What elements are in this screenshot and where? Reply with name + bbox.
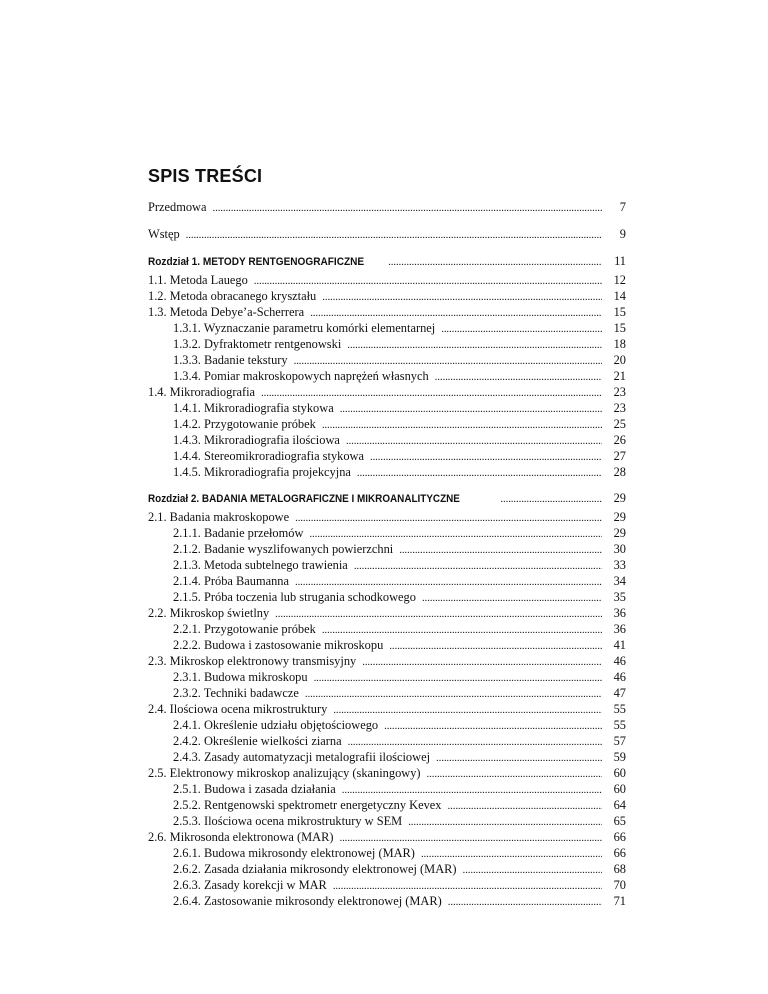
toc-entry-label: 2.4.2. Określenie wielkości ziarna [173, 734, 342, 748]
toc-subentry [148, 718, 626, 734]
toc-leader-dots [354, 558, 602, 573]
toc-subentry [148, 417, 626, 433]
toc-entry-page: 66 [613, 830, 626, 844]
toc-subentry [148, 542, 626, 558]
toc-entry-label: 1.3. Metoda Debye’a-Scherrera [148, 305, 305, 319]
toc-entry-label: 2.6.4. Zastosowanie mikrosondy elektronowej (MAR) [173, 894, 442, 908]
toc-entry-page: 46 [613, 670, 626, 684]
toc-entry-page: 26 [613, 433, 626, 447]
toc-subentry [148, 433, 626, 449]
toc-entry-page: 20 [613, 353, 626, 367]
toc-leader-dots [340, 401, 602, 416]
toc-leader-dots [275, 606, 602, 621]
toc-entry-label: 2.4. Ilościowa ocena mikrostruktury [148, 702, 328, 716]
toc-entry-label: 2.4.1. Określenie udziału objętościowego [173, 718, 379, 732]
toc-entry-label: 1.3.3. Badanie tekstury [173, 353, 288, 367]
toc-entry [148, 305, 626, 321]
toc-subentry [148, 449, 626, 465]
toc-leader-dots [436, 750, 602, 765]
toc-entry-page: 33 [613, 558, 626, 572]
toc-leader-dots [448, 894, 602, 909]
toc-entry-page: 60 [613, 782, 626, 796]
toc-leader-dots [261, 385, 602, 400]
toc-subentry [148, 814, 626, 830]
toc-leader-dots [333, 878, 602, 893]
toc-leader-dots [435, 369, 602, 384]
toc-leader-dots [213, 200, 603, 215]
toc-leader-dots [295, 574, 602, 589]
toc-entry-label: 2.1. Badania makroskopowe [148, 510, 290, 524]
toc-leader-dots [322, 289, 602, 304]
toc-leader-dots [322, 417, 602, 432]
toc-leader-dots [322, 622, 602, 637]
toc-entry-page: 23 [613, 385, 626, 399]
toc-entry-label: 2.2.1. Przygotowanie próbek [173, 622, 316, 636]
toc-leader-dots [186, 227, 602, 242]
toc-entry-label: 2.5. Elektronowy mikroskop analizujący (skaningowy) [148, 766, 421, 780]
toc-leader-dots [309, 526, 602, 541]
toc-leader-dots [347, 337, 602, 352]
toc-leader-dots [422, 590, 602, 605]
toc-subentry [148, 798, 626, 814]
toc-entry [148, 510, 626, 526]
toc-entry [148, 273, 626, 289]
toc-entry-page: 59 [613, 750, 626, 764]
toc-entry-page: 36 [613, 622, 626, 636]
toc-subentry [148, 401, 626, 417]
toc-entry-page: 55 [613, 718, 626, 732]
toc-leader-dots [357, 465, 602, 480]
toc-subentry [148, 558, 626, 574]
toc-leader-dots [333, 702, 602, 717]
toc-leader-dots [295, 510, 602, 525]
toc-subentry [148, 590, 626, 606]
toc-entry-page: 47 [613, 686, 626, 700]
toc-entry-page: 66 [613, 846, 626, 860]
toc-subentry [148, 638, 626, 654]
toc-entry-page: 25 [613, 417, 626, 431]
toc-chapter-1 [148, 254, 626, 270]
toc-entry-page: 11 [614, 254, 626, 268]
toc-entry-page: 34 [613, 574, 626, 588]
toc-entry-page: 12 [613, 273, 626, 287]
toc-subentry [148, 686, 626, 702]
toc-entry [148, 289, 626, 305]
toc-entry-label: 2.5.1. Budowa i zasada działania [173, 782, 336, 796]
toc-entry-page: 46 [613, 654, 626, 668]
toc-subentry [148, 670, 626, 686]
toc-entry-page: 29 [613, 510, 626, 524]
toc-leader-dots [500, 491, 602, 506]
toc-entry [148, 606, 626, 622]
toc-subentry [148, 894, 626, 910]
toc-leader-dots [399, 542, 602, 557]
toc-entry-page: 27 [613, 449, 626, 463]
toc-entry-page: 68 [613, 862, 626, 876]
toc-entry [148, 385, 626, 401]
toc-entry-page: 29 [613, 526, 626, 540]
toc-entry-label: Wstęp [148, 227, 180, 241]
toc-entry-label: 1.4.4. Stereomikroradiografia stykowa [173, 449, 364, 463]
toc-entry-page: 36 [613, 606, 626, 620]
toc-entry-label: 1.4. Mikroradiografia [148, 385, 256, 399]
toc-entry-preface [148, 200, 626, 216]
toc-entry-page: 28 [613, 465, 626, 479]
toc-entry-label: 1.4.1. Mikroradiografia stykowa [173, 401, 334, 415]
toc-leader-dots [463, 862, 602, 877]
toc-leader-dots [408, 814, 602, 829]
toc-entry-page: 15 [613, 321, 626, 335]
toc-entry-label: 1.4.5. Mikroradiografia projekcyjna [173, 465, 351, 479]
toc-entry-label: 1.2. Metoda obracanego kryształu [148, 289, 317, 303]
toc-entry-label: 2.2.2. Budowa i zastosowanie mikroskopu [173, 638, 384, 652]
toc-entry-page: 64 [613, 798, 626, 812]
toc-entry-label: 2.6.3. Zasady korekcji w MAR [173, 878, 327, 892]
toc-leader-dots [384, 718, 602, 733]
toc-subentry [148, 782, 626, 798]
toc-leader-dots [388, 254, 602, 269]
toc-entry-label: 2.3.2. Techniki badawcze [173, 686, 299, 700]
toc-entry-page: 71 [613, 894, 626, 908]
toc-subentry [148, 321, 626, 337]
toc-entry-label: 1.4.3. Mikroradiografia ilościowa [173, 433, 340, 447]
toc-entry-label: 2.6.2. Zasada działania mikrosondy elektronowej (MAR) [173, 862, 457, 876]
toc-entry-label: 2.6.1. Budowa mikrosondy elektronowej (MAR) [173, 846, 415, 860]
toc-chapter-label: Rozdział 1. METODY RENTGENOGRAFICZNE [148, 256, 365, 268]
toc-entry-label: 2.1.3. Metoda subtelnego trawienia [173, 558, 348, 572]
toc-subentry [148, 750, 626, 766]
toc-subentry [148, 526, 626, 542]
toc-leader-dots [441, 321, 602, 336]
toc-subentry [148, 353, 626, 369]
toc-entry-label: 1.3.2. Dyfraktometr rentgenowski [173, 337, 342, 351]
toc-subentry [148, 846, 626, 862]
page-title: SPIS TREŚCI [148, 166, 263, 186]
toc-entry-page: 9 [619, 227, 626, 241]
toc-entry [148, 654, 626, 670]
toc-entry-label: 2.3.1. Budowa mikroskopu [173, 670, 308, 684]
toc-leader-dots [342, 782, 602, 797]
toc-chapter-label: Rozdział 2. BADANIA METALOGRAFICZNE I MIKROANALITYCZNE [148, 493, 460, 505]
toc-leader-dots [427, 766, 602, 781]
toc-entry-page: 15 [613, 305, 626, 319]
toc-entry-label: 2.5.2. Rentgenowski spektrometr energetyczny Kevex [173, 798, 442, 812]
toc-leader-dots [348, 734, 602, 749]
toc-leader-dots [305, 686, 602, 701]
toc-chapter-2 [148, 491, 626, 507]
toc-entry-page: 57 [613, 734, 626, 748]
toc-entry-page: 70 [613, 878, 626, 892]
toc-entry-label: 2.1.2. Badanie wyszlifowanych powierzchni [173, 542, 394, 556]
toc-leader-dots [310, 305, 602, 320]
toc-leader-dots [389, 638, 602, 653]
toc-subentry [148, 622, 626, 638]
toc-leader-dots [339, 830, 602, 845]
toc-entry-label: 1.3.1. Wyznaczanie parametru komórki elementarnej [173, 321, 436, 335]
toc-leader-dots [421, 846, 602, 861]
toc-entry-label: 2.4.3. Zasady automatyzacji metalografii ilościowej [173, 750, 431, 764]
toc-entry-label: 1.1. Metoda Lauego [148, 273, 248, 287]
toc-entry-page: 30 [613, 542, 626, 556]
toc-entry [148, 702, 626, 718]
toc-entry-page: 21 [613, 369, 626, 383]
toc-entry-introduction [148, 227, 626, 243]
toc-entry-label: 2.1.4. Próba Baumanna [173, 574, 289, 588]
toc-leader-dots [254, 273, 602, 288]
toc-entry-page: 60 [613, 766, 626, 780]
toc-entry-page: 65 [613, 814, 626, 828]
toc-entry-label: 1.3.4. Pomiar makroskopowych naprężeń własnych [173, 369, 429, 383]
toc-entry-page: 41 [613, 638, 626, 652]
toc-leader-dots [294, 353, 602, 368]
toc-leader-dots [362, 654, 602, 669]
toc-entry-page: 14 [613, 289, 626, 303]
toc-entry-label: 2.3. Mikroskop elektronowy transmisyjny [148, 654, 357, 668]
toc-subentry [148, 574, 626, 590]
toc-entry [148, 766, 626, 782]
toc-entry-label: 2.5.3. Ilościowa ocena mikrostruktury w SEM [173, 814, 403, 828]
toc-entry [148, 830, 626, 846]
toc-entry-label: 1.4.2. Przygotowanie próbek [173, 417, 316, 431]
toc-entry-page: 55 [613, 702, 626, 716]
toc-entry-label: 2.2. Mikroskop świetlny [148, 606, 270, 620]
toc-subentry [148, 862, 626, 878]
toc-entry-label: 2.1.1. Badanie przełomów [173, 526, 304, 540]
toc-subentry [148, 369, 626, 385]
toc-subentry [148, 337, 626, 353]
toc-subentry [148, 465, 626, 481]
toc-leader-dots [370, 449, 602, 464]
toc-entry-label: Przedmowa [148, 200, 207, 214]
toc-subentry [148, 734, 626, 750]
toc-leader-dots [448, 798, 602, 813]
toc-entry-label: 2.6. Mikrosonda elektronowa (MAR) [148, 830, 334, 844]
toc-leader-dots [346, 433, 602, 448]
toc-leader-dots [314, 670, 602, 685]
toc-entry-page: 35 [613, 590, 626, 604]
toc-entry-page: 29 [613, 491, 626, 505]
toc-entry-page: 7 [619, 200, 626, 214]
toc-subentry [148, 878, 626, 894]
toc-entry-page: 23 [613, 401, 626, 415]
toc-entry-page: 18 [613, 337, 626, 351]
toc-entry-label: 2.1.5. Próba toczenia lub strugania schodkowego [173, 590, 416, 604]
